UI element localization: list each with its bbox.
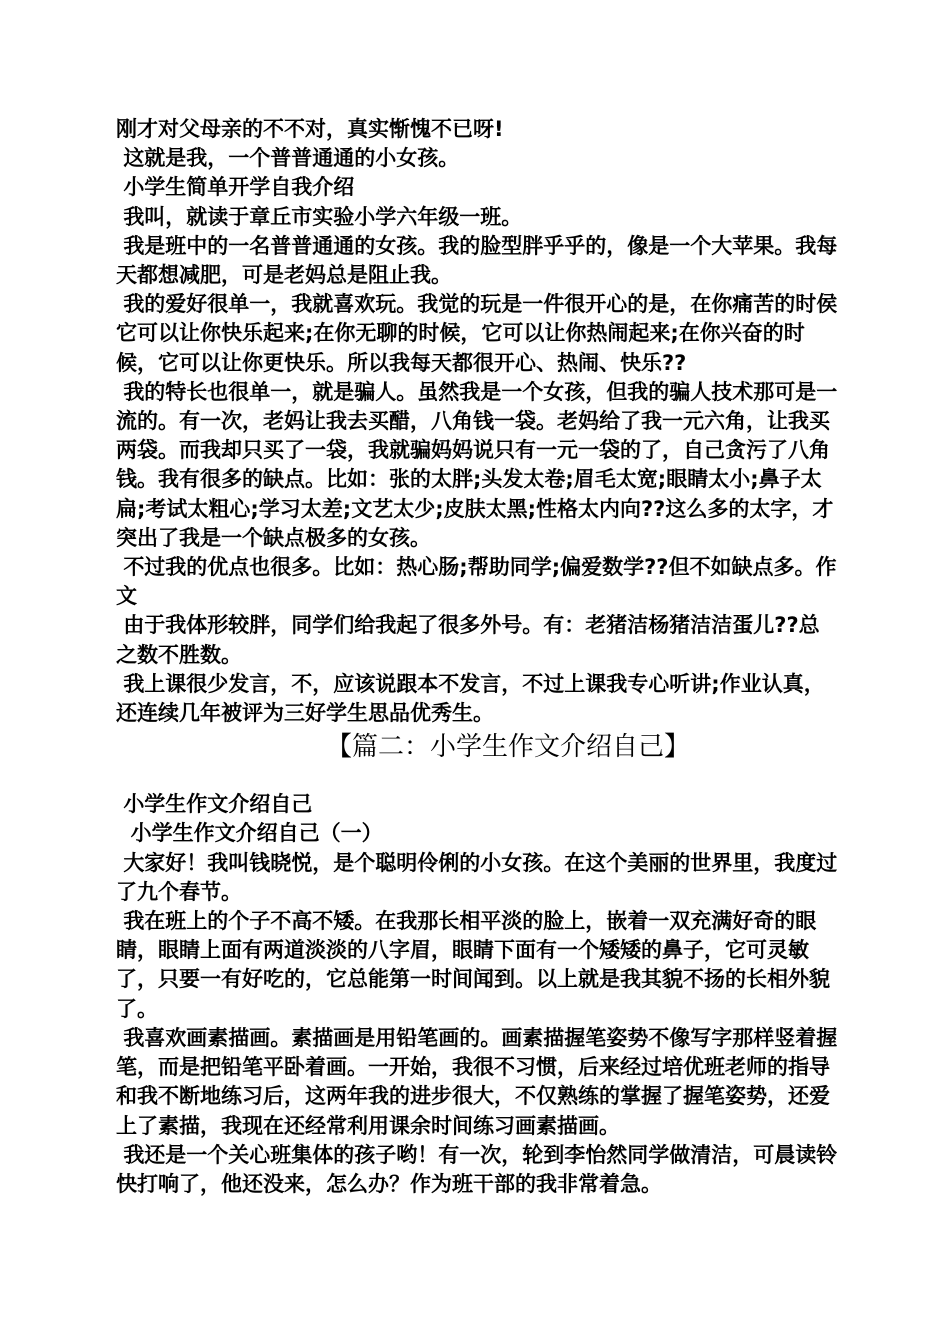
- paragraph: 这就是我，一个普普通通的小女孩。: [116, 146, 460, 171]
- paragraph: 我的爱好很单一，我就喜欢玩。我觉的玩是一件很开心的是，在你痛苦的时侯它可以让你快乐起来;在你无聊的时候，它可以让你热闹起来;在你兴奋的时候，它可以让你更快乐。所以我每天都很开心、热闹、快乐??: [116, 292, 838, 375]
- paragraph-subtitle: 小学生作文介绍自己: [116, 792, 313, 817]
- paragraph-subtitle: 小学生简单开学自我介绍: [116, 175, 355, 200]
- paragraph: 不过我的优点也很多。比如：热心肠;帮助同学;偏爱数学??但不如缺点多。作文: [116, 555, 837, 609]
- paragraph: 刚才对父母亲的不不对，真实惭愧不已呀!: [116, 117, 504, 141]
- document-page: [116, 115, 840, 1199]
- paragraph: 大家好！我叫钱晓悦，是个聪明伶俐的小女孩。在这个美丽的世界里，我度过了九个春节。: [116, 850, 838, 904]
- paragraph: 我在班上的个子不高不矮。在我那长相平淡的脸上，嵌着一双充满好奇的眼睛，眼睛上面有两道淡淡的八字眉，眼睛下面有一个矮矮的鼻子，它可灵敏了，只要一有好吃的，它总能第一时间闻到。以上就是我其貌不扬的长相外貌了。: [116, 909, 830, 1021]
- paragraph: 我上课很少发言，不，应该说跟本不发言，不过上课我专心听讲;作业认真，还连续几年被评为三好学生思品优秀生。: [116, 671, 825, 726]
- paragraph: 由于我体形较胖，同学们给我起了很多外号。有：老猪洁杨猪洁洁蛋儿??总之数不胜数。: [116, 613, 820, 667]
- paragraph: 我叫，就读于章丘市实验小学六年级一班。: [116, 204, 523, 229]
- paragraph: 我的特长也很单一，就是骗人。虽然我是一个女孩，但我的骗人技术那可是一流的。有一次，老妈让我去买醋，八角钱一袋。老妈给了我一元六角，让我买两袋。而我却只买了一袋，我就骗妈妈说只有一元一袋的了，自己贪污了八角钱。我有很多的缺点。比如：张的太胖;头发太卷;眉毛太宽;眼睛太小;鼻子太扁;考试太粗心;学习太差;文艺太少;皮肤太黑;性格太内向??这么多的太字，才突出了我是一个缺点极多的女孩。: [116, 379, 838, 550]
- section-heading: 【篇二：小学生作文介绍自己】: [325, 732, 690, 763]
- paragraph: 我还是一个关心班集体的孩子哟！有一次，轮到李怡然同学做清洁，可晨读铃快打响了，他还没来，怎么办？作为班干部的我非常着急。: [116, 1142, 838, 1196]
- paragraph: 我是班中的一名普普通通的女孩。我的脸型胖乎乎的，像是一个大苹果。我每天都想减肥，可是老妈总是阻止我。: [116, 233, 838, 288]
- paragraph-subtitle: 小学生作文介绍自己（一）: [116, 821, 383, 846]
- paragraph: 我喜欢画素描画。素描画是用铅笔画的。画素描握笔姿势不像写字那样竖着握笔，而是把铅笔平卧着画。一开始，我很不习惯，后来经过培优班老师的指导和我不断地练习后，这两年我的进步很大，不仅熟练的掌握了握笔姿势，还爱上了素描，我现在还经常利用课余时间练习画素描画。: [116, 1025, 838, 1138]
